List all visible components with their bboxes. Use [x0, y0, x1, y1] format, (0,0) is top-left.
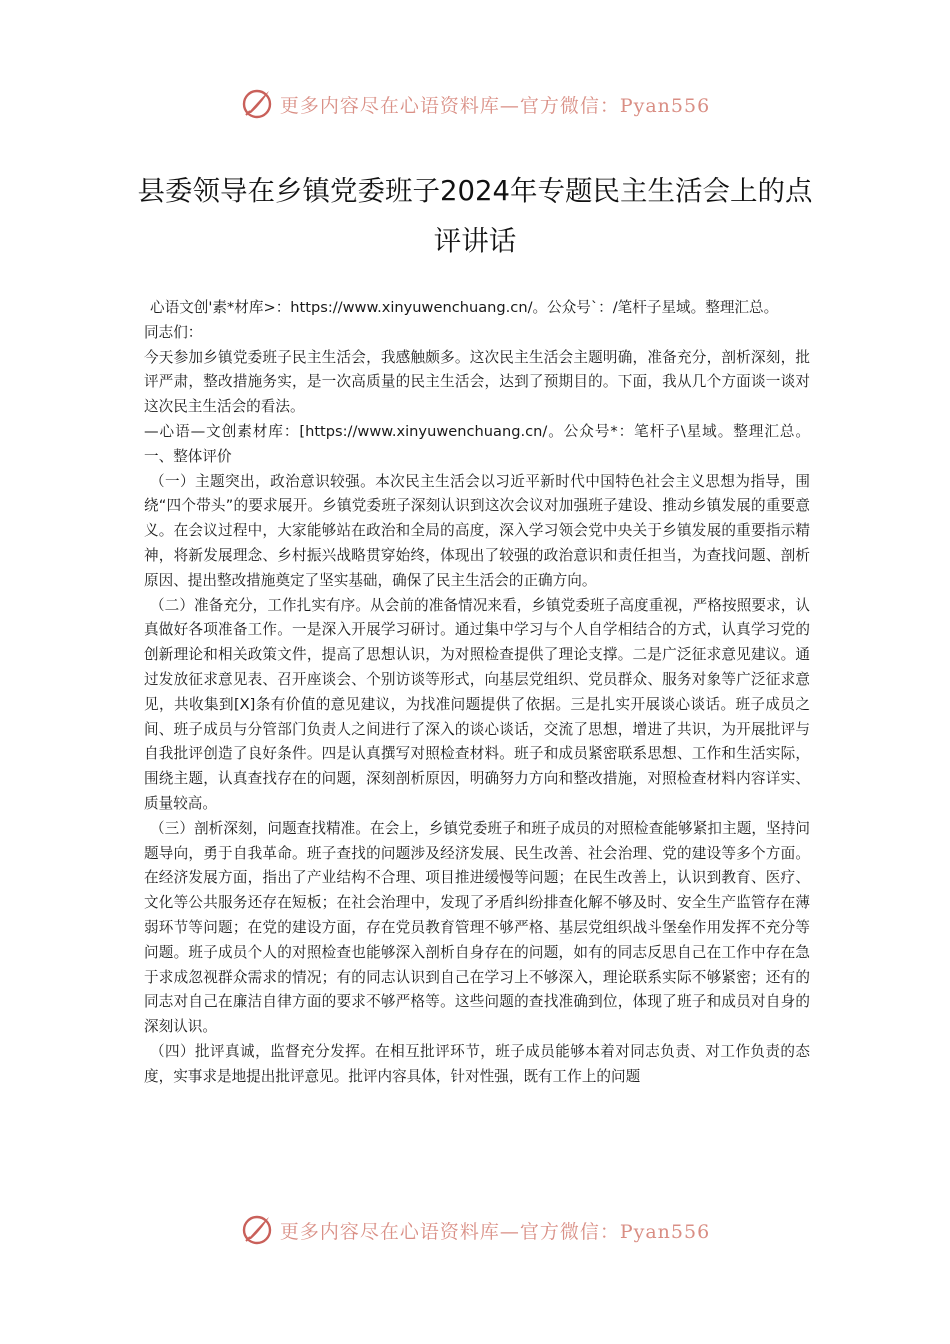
- paragraph-1: （一）主题突出，政治意识较强。本次民主生活会以习近平新时代中国特色社会主义思想为指导，围绕“四个带头”的要求展开。乡镇党委班子深刻认识到这次会议对加强班子建设、推动乡镇发展的重要意义。在会议过程中，大家能够站在政治和全局的高度，深入学习领会党中央关于乡镇发展的重要指示精神，将新发展理念、乡村振兴战略贯穿始终，体现出了较强的政治意识和责任担当，为查找问题、剖析原因、提出整改措施奠定了坚实基础，确保了民主生活会的正确方向。: [144, 472, 810, 589]
- quill-logo-icon: [240, 87, 274, 121]
- salutation: 同志们：: [144, 323, 203, 341]
- paragraph-intro: 今天参加乡镇党委班子民主生活会，我感触颇多。这次民主生活会主题明确，准备充分，剖析深刻，批评严肃，整改措施务实，是一次高质量的民主生活会，达到了预期目的。下面，我从几个方面谈一谈对这次民主生活会的看法。: [144, 348, 810, 416]
- document-body: [144, 296, 810, 1090]
- paragraph-4: （四）批评真诚，监督充分发挥。在相互批评环节，班子成员能够本着对同志负责、对工作负责的态度，实事求是地提出批评意见。批评内容具体，针对性强，既有工作上的问题: [144, 1042, 810, 1085]
- banner-text: 更多内容尽在心语资料库—官方微信：Pyan556: [279, 94, 711, 117]
- banner-text: 更多内容尽在心语资料库—官方微信：Pyan556: [279, 1220, 711, 1243]
- paragraph-2: （二）准备充分，工作扎实有序。从会前的准备情况来看，乡镇党委班子高度重视，严格按照要求，认真做好各项准备工作。一是深入开展学习研讨。通过集中学习与个人自学相结合的方式，认真学习党的创新理论和相关政策文件，提高了思想认识，为对照检查提供了理论支撑。二是广泛征求意见建议。通过发放征求意见表、召开座谈会、个别访谈等形式，向基层党组织、党员群众、服务对象等广泛征求意见，共收集到[X]条有价值的意见建议，为找准问题提供了依据。三是扎实开展谈心谈话。班子成员之间、班子成员与分管部门负责人之间进行了深入的谈心谈话，交流了思想，增进了共识，为开展批评与自我批评创造了良好条件。四是认真撰写对照检查材料。班子和成员紧密联系思想、工作和生活实际，围绕主题，认真查找存在的问题，深刻剖析原因，明确努力方向和整改措施，对照检查材料内容详实、质量较高。: [144, 596, 810, 812]
- header-banner: [0, 82, 950, 126]
- source-note: 心语文创'素*材库>：https://www.xinyuwenchuang.cn/。公众号`：/笔杆子星域。整理汇总。: [150, 299, 779, 316]
- page-title: 县委领导在乡镇党委班子2024年专题民主生活会上的点评讲话: [137, 175, 813, 258]
- footer-banner: [0, 1208, 950, 1252]
- quill-logo-icon: [240, 1213, 274, 1247]
- paragraph-3: （三）剖析深刻，问题查找精准。在会上，乡镇党委班子和班子成员的对照检查能够紧扣主题，坚持问题导向，勇于自我革命。班子查找的问题涉及经济发展、民生改善、社会治理、党的建设等多个方面。在经济发展方面，指出了产业结构不合理、项目推进缓慢等问题；在民生改善上，认识到教育、医疗、文化等公共服务还存在短板；在社会治理中，发现了矛盾纠纷排查化解不够及时、安全生产监管存在薄弱环节等问题；在党的建设方面，存在党员教育管理不够严格、基层党组织战斗堡垒作用发挥不充分等问题。班子成员个人的对照检查也能够深入剖析自身存在的问题，如有的同志反思自己在工作中存在急于求成忽视群众需求的情况；有的同志认识到自己在学习上不够深入，理论联系实际不够紧密；还有的同志对自己在廉洁自律方面的要求不够严格等。这些问题的查找准确到位，体现了班子和成员对自身的深刻认识。: [144, 819, 810, 1036]
- section-heading: —心语—文创素材库：[https://www.xinyuwenchuang.cn/。公众号*：笔杆子\星域。整理汇总。一、整体评价: [144, 422, 810, 465]
